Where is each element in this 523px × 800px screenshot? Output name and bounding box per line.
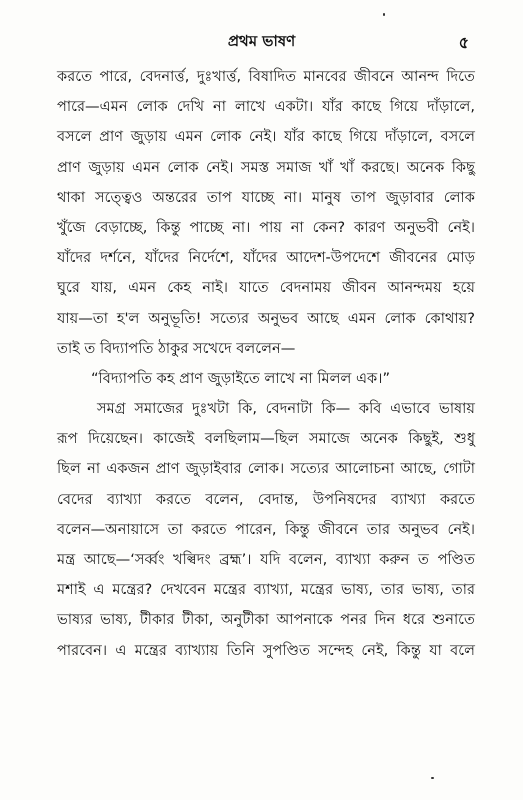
text-line: বলেন—অনায়াসে তা করতে পারেন, কিন্তু জীবনে তার অনুভব নেই। <box>57 520 475 538</box>
paragraph-first-line: সমগ্র সমাজের দুঃখটা কি, বেদনাটা কি— কবি এভাবে ভাষায় <box>97 400 475 418</box>
print-speck <box>431 777 434 779</box>
text-line: থাকা সত্ত্বেও অন্তরের তাপ যাচ্ছে না। মানুষ তাপ জুড়াবার লোক <box>57 188 475 206</box>
body-text <box>57 62 475 666</box>
text-line: মন্ত্র আছে—‘সর্ব্বং খল্বিদং ব্রহ্ম’। যদি বলেন, ব্যাখ্যা করুন ত পণ্ডিত <box>57 551 475 568</box>
text-line: প্রাণ জুড়ায় এমন লোক নেই। সমস্ত সমাজ খাঁ খাঁ করছে। অনেক কিছু <box>57 158 475 176</box>
text-line: ভাষ্যর ভাষ্য, টীকার টীকা, অনুটীকা আপনাকে পনর দিন ধরে শুনাতে <box>57 611 475 629</box>
print-speck <box>383 13 385 16</box>
text-line: খুঁজে বেড়াচ্ছে, কিন্তু পাচ্ছে না। পায় না কেন? কারণ অনুভবী নেই। <box>57 218 475 236</box>
text-line: যায়—তা হ'ল অনুভূতি! সত্যের অনুভব আছে এমন লোক কোথায়? <box>57 309 475 327</box>
page-number: ৫ <box>458 33 469 52</box>
text-line: পারবেন। এ মন্ত্রের ব্যাখ্যায় তিনি সুপণ্ডিত সন্দেহ নেই, কিন্তু যা বলে <box>57 641 475 659</box>
running-title: প্রথম ভাষণ <box>227 32 296 50</box>
text-line: রূপ দিয়েছেন। কাজেই বলছিলাম—ছিল সমাজে অনেক কিছুই, শুধু <box>57 430 475 448</box>
text-line: ছিল না একজন প্রাণ জুড়াইবার লোক। সত্যের আলোচনা আছে, গোটা <box>57 460 475 478</box>
text-line: বেদের ব্যাখ্যা করতে বলেন, বেদান্ত, উপনিষদের ব্যাখ্যা করতে <box>57 490 475 508</box>
text-line: ঘুরে যায়, এমন কেহ নাই। যাতে বেদনাময় জীবন আনন্দময় হয়ে <box>57 279 475 297</box>
text-line: মশাই এ মন্ত্রের? দেখবেন মন্ত্রের ব্যাখ্যা, মন্ত্রের ভাষ্য, তার ভাষ্য, তার <box>57 581 475 599</box>
quotation-line: “বিদ্যাপতি কহ প্রাণ জুড়াইতে লাখে না মিলল এক।” <box>91 369 391 387</box>
page-header <box>0 30 523 54</box>
text-line: তাই ত বিদ্যাপতি ঠাকুর সখেদে বললেন— <box>57 339 296 357</box>
text-line: যাঁদের দর্শনে, যাঁদের নির্দেশে, যাঁদের আদেশ-উপদেশে জীবনের মোড় <box>57 249 475 267</box>
text-line: বসলে প্রাণ জুড়ায় এমন লোক নেই। যাঁর কাছে গিয়ে দাঁড়ালে, বসলে <box>57 128 475 146</box>
text-line: পারে—এমন লোক দেখি না লাখে একটা। যাঁর কাছে গিয়ে দাঁড়ালে, <box>57 98 475 116</box>
text-line: করতে পারে, বেদনার্ত্ত, দুঃখার্ত্ত, বিষাদিত মানবের জীবনে আনন্দ দিতে <box>57 68 475 85</box>
